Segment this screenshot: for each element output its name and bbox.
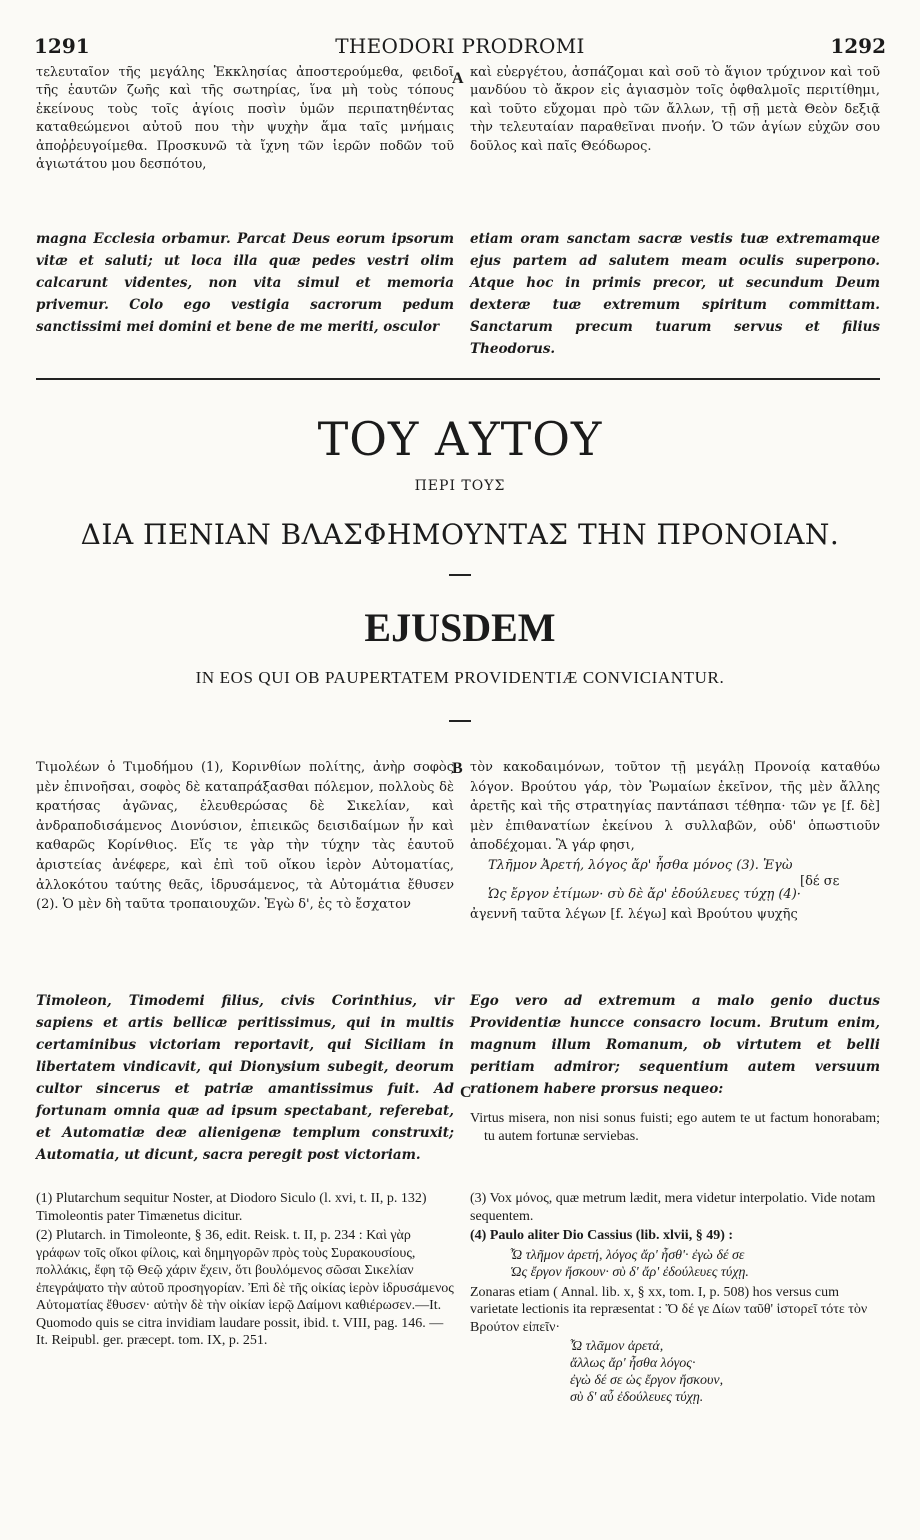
marker-c: C bbox=[460, 1084, 472, 1101]
top-greek-right: καὶ εὐεργέτου, ἀσπάζομαι καὶ σοῦ τὸ ἅγιον τρύχινον καὶ τοῦ μανδύου τὸ ἄκρον εἰς ἁγιασμὸν τοῖς ὀφθαλμοῖς περιτίθημι, καὶ τοῦτο εὔχομαι πρὸ τῶν ἄλλων, τῇ σῇ μετὰ Θεὸν δεξιᾷ τὴν τελευταίαν παραθεῖναι πνοήν. Ὁ τῶν ἁγίων εὐχῶν σου δοῦλος καὶ παῖς Θεόδωρος. bbox=[470, 65, 880, 154]
running-header bbox=[34, 34, 886, 60]
top-latin-left: magna Ecclesia orbamur. Parcat Deus eorum ipsorum vitæ et saluti; ut loca illa quæ pedes vestri olim calcarunt videntes, non vita simul et memoria privemur. Colo ego vestigia sacrorum pedum sanctissimi mei domini et bene de me meriti, osculor bbox=[36, 231, 454, 335]
footnote-4: (4) Paulo aliter Dio Cassius (lib. xlvii, § 49) : bbox=[470, 1228, 734, 1243]
body-greek-right: τὸν κακοδαιμόνων, τοῦτον τῇ μεγάλῃ Προνοίᾳ καταθύω λόγον. Βρούτου γάρ, τὸν Ῥωμαίων ἐκεῖνον, τῆς μὲν ἄλλης ἀρετῆς καὶ τῆς στρατηγίας παντάπασι τέθηπα· τῶν γε [f. δὲ] μὲν ἐπιθανατίων ἐκείνου λ συλλαβῶν, οὐδ' ὁπωστιοῦν ἀποδέχομαι. Ἃ γάρ φησι, Τλῆμον Ἀρετή, λόγος ἄρ' ἦσθα μόνος (3). Ἐγὼ [δέ σε Ὡς ἔργον ἐτίμων· σὺ δὲ ἄρ' ἐδούλευες τύχῃ (4)· ἀγεννῆ ταῦτα λέγων [f. λέγω] καὶ Βρούτου ψυχῆς bbox=[470, 758, 880, 924]
greek-title: ΤΟΥ ΑΥΤΟΥ bbox=[317, 412, 603, 466]
marker-a: A bbox=[452, 70, 464, 87]
body-latin-right: Ego vero ad extremum a malo genio ductus Providentiæ huncce consacro locum. Brutum enim, magnum illum Romanum, ob virtutem et belli peritiam admiror; sequentium autem versuum rationem habere prorsus nequeo: bbox=[470, 993, 880, 1097]
greek-subtitle: ΠΕΡΙ ΤΟΥΣ bbox=[414, 478, 506, 494]
page-number-left: 1291 bbox=[34, 34, 90, 58]
latin-title: EJUSDEM bbox=[364, 605, 556, 650]
running-title: THEODORI PRODROMI bbox=[335, 34, 585, 58]
footnote-3: (3) Vox μόνος, quæ metrum lædit, mera videtur interpolatio. Vide notam sequentem. bbox=[470, 1191, 876, 1224]
body-greek-left: Τιμολέων ὁ Τιμοδήμου (1), Κορινθίων πολίτης, ἀνὴρ σοφὸς μὲν ἐπινοῆσαι, σοφὸς δὲ καταπράξασθαι πόλεμον, πολλοὺς δὲ κρατήσας ἀγῶνας, ἐλευθερώσας δὲ Σικελίαν, καὶ ἀνδραποδισάμενος Διονύσιον, ἐπιεικῶς δεισιδαίμων ἦν καὶ καθαρῶς Κορίνθιος. Εἴς τε γὰρ τὴν τύχην τὰς ἑαυτοῦ ἀριστείας ἀνέφερε, καὶ ἐπὶ τοῦ οἴκου ἱερὸν Αὐτοματίας, ἀλλοκότου ταύτης θεᾶς, ἱδρυσάμενος, τὰ Αὐτομάτια ἔθυσεν (2). Ὁ μὲν δὴ ταῦτα τροπαιουχῶν. Ἐγὼ δ', ἐς τὸ ἔσχατον bbox=[36, 760, 454, 913]
top-greek-left: τελευταῖον τῆς μεγάλης Ἐκκλησίας ἀποστερούμεθα, φειδοῖ τῆς ἑαυτῶν ζωῆς καὶ τῆς σωτηρίας, ἵνα μὴ τοὺς τόπους ἐκείνους τοὺς τοῖς ἁγίοις ποσὶν ὑμῶν περιπατηθέντας καταθεώμενοι αὐτοῦ που τὴν ψυχὴν ἅμα ταῖς μνήμαις ἀποῤῥευγοίμεθα. Προσκυνῶ τὰ ἴχνη τῶν ἱερῶν ποδῶν τοῦ ἁγιωτάτου μου δεσπότου, bbox=[36, 65, 454, 173]
top-latin-right: etiam oram sanctam sacræ vestis tuæ extremamque ejus partem ad salutem meam oculis superpono. Atque hoc in primis precor, ut secundum Deum dexteræ tuæ extremum spiritum committam. Sanctarum precum tuarum servus et filius Theodorus. bbox=[470, 231, 880, 357]
greek-right-end: ἀγεννῆ ταῦτα λέγων [f. λέγω] καὶ Βρούτου ψυχῆς bbox=[470, 906, 798, 922]
latin-verse: Virtus misera, non nisi sonus fuisti; ego autem te ut factum honorabam; tu autem fortunæ serviebas. bbox=[470, 1111, 880, 1144]
footnotes-right bbox=[470, 1190, 880, 1406]
body-latin-left: Timoleon, Timodemi filius, civis Corinthius, vir sapiens et artis bellicæ peritissimus, qui in multis certaminibus victoriam reportavit, qui Siciliam in libertatem vindicavit, qui Dionysium subegit, deorum cultor sincerus et patriæ amantissimus fuit. Ad fortunam omnia quæ ad ipsum spectabant, referebat, et Automatiæ deæ alienigenæ templum construxit; Automatia, ut dicunt, sacra peregit post victoriam. bbox=[36, 993, 454, 1163]
section-rule bbox=[36, 378, 880, 380]
footnote-2: (2) Plutarch. in Timoleonte, § 36, edit. Reisk. t. II, p. 234 : Καὶ γὰρ γράφων τοῖς οἴκοι φίλοις, καὶ δημηγορῶν πρὸς τοὺς Συρακουσίους, πολλάκις, ἔφη τῷ Θεῷ χάριν ἔχειν, ὅτι βουλόμενος σῶσαι Σικελίαν ἐπεγράψατο τὴν αὐτοῦ προσηγορίαν. Ἐπὶ δὲ τῆς οἰκίας ἱερὸν ἱδρυσάμενος Αὐτοματίας ἔθυσεν· αὐτὴν δὲ τὴν οἰκίαν ἱερῷ Δαίμονι καθιέρωσεν.—It. Quomodo quis se citra invidiam laudare possit, ibid. t. VIII, pag. 146. — It. Reipubl. ger. præcept. tom. IX, p. 251. bbox=[36, 1228, 454, 1348]
footnote-4-zonaras: Zonaras etiam ( Annal. lib. x, § xx, tom. I, p. 508) hos versus cum varietate lectionis ita repræsentat : Ὅ δέ γε Δίων ταῦθ' ἱστορεῖ τότε τὸν Βρούτον εἰπεῖν· bbox=[470, 1284, 868, 1335]
verse-line-1: Τλῆμον Ἀρετή, λόγος ἄρ' ἦσθα μόνος (3). Ἐγὼ bbox=[488, 857, 793, 873]
page-number-right: 1292 bbox=[830, 34, 886, 58]
title-dash-2 bbox=[449, 720, 471, 722]
greek-title-line: ΔΙΑ ΠΕΝΙΑΝ ΒΛΑΣΦΗΜΟΥΝΤΑΣ ΤΗΝ ΠΡΟΝΟΙΑΝ. bbox=[80, 518, 840, 551]
footnote-1: (1) Plutarchum sequitur Noster, at Diodoro Siculo (l. xvi, t. II, p. 132) Timoleontis pater Timænetus dicitur. bbox=[36, 1191, 427, 1224]
verse-line-1b: [δέ σε bbox=[800, 873, 840, 889]
marker-b: B bbox=[452, 760, 463, 777]
footnotes-left bbox=[36, 1190, 454, 1352]
title-dash bbox=[449, 574, 471, 576]
zonaras-verse: Ὦ τλᾶμον ἀρετά, ἄλλως ἄρ' ἦσθα λόγος· ἐγὼ δέ σε ὡς ἔργον ἤσκουν, σὺ δ' αὖ ἐδούλευες τύχῃ. bbox=[570, 1339, 724, 1405]
footnote-4-verse-2: Ὡς ἔργον ἤσκουν· σὺ δ' ἄρ' ἐδούλευες τύχῃ. bbox=[510, 1265, 749, 1280]
latin-subtitle: IN EOS QUI OB PAUPERTATEM PROVIDENTIÆ CONVICIANTUR. bbox=[195, 668, 725, 687]
footnote-4-verse-1: Ὦ τλῆμον ἀρετή, λόγος ἄρ' ἦσθ'· ἐγὼ δέ σε bbox=[510, 1247, 745, 1263]
verse-line-2: Ὡς ἔργον ἐτίμων· σὺ δὲ ἄρ' ἐδούλευες τύχῃ (4)· bbox=[488, 887, 801, 903]
